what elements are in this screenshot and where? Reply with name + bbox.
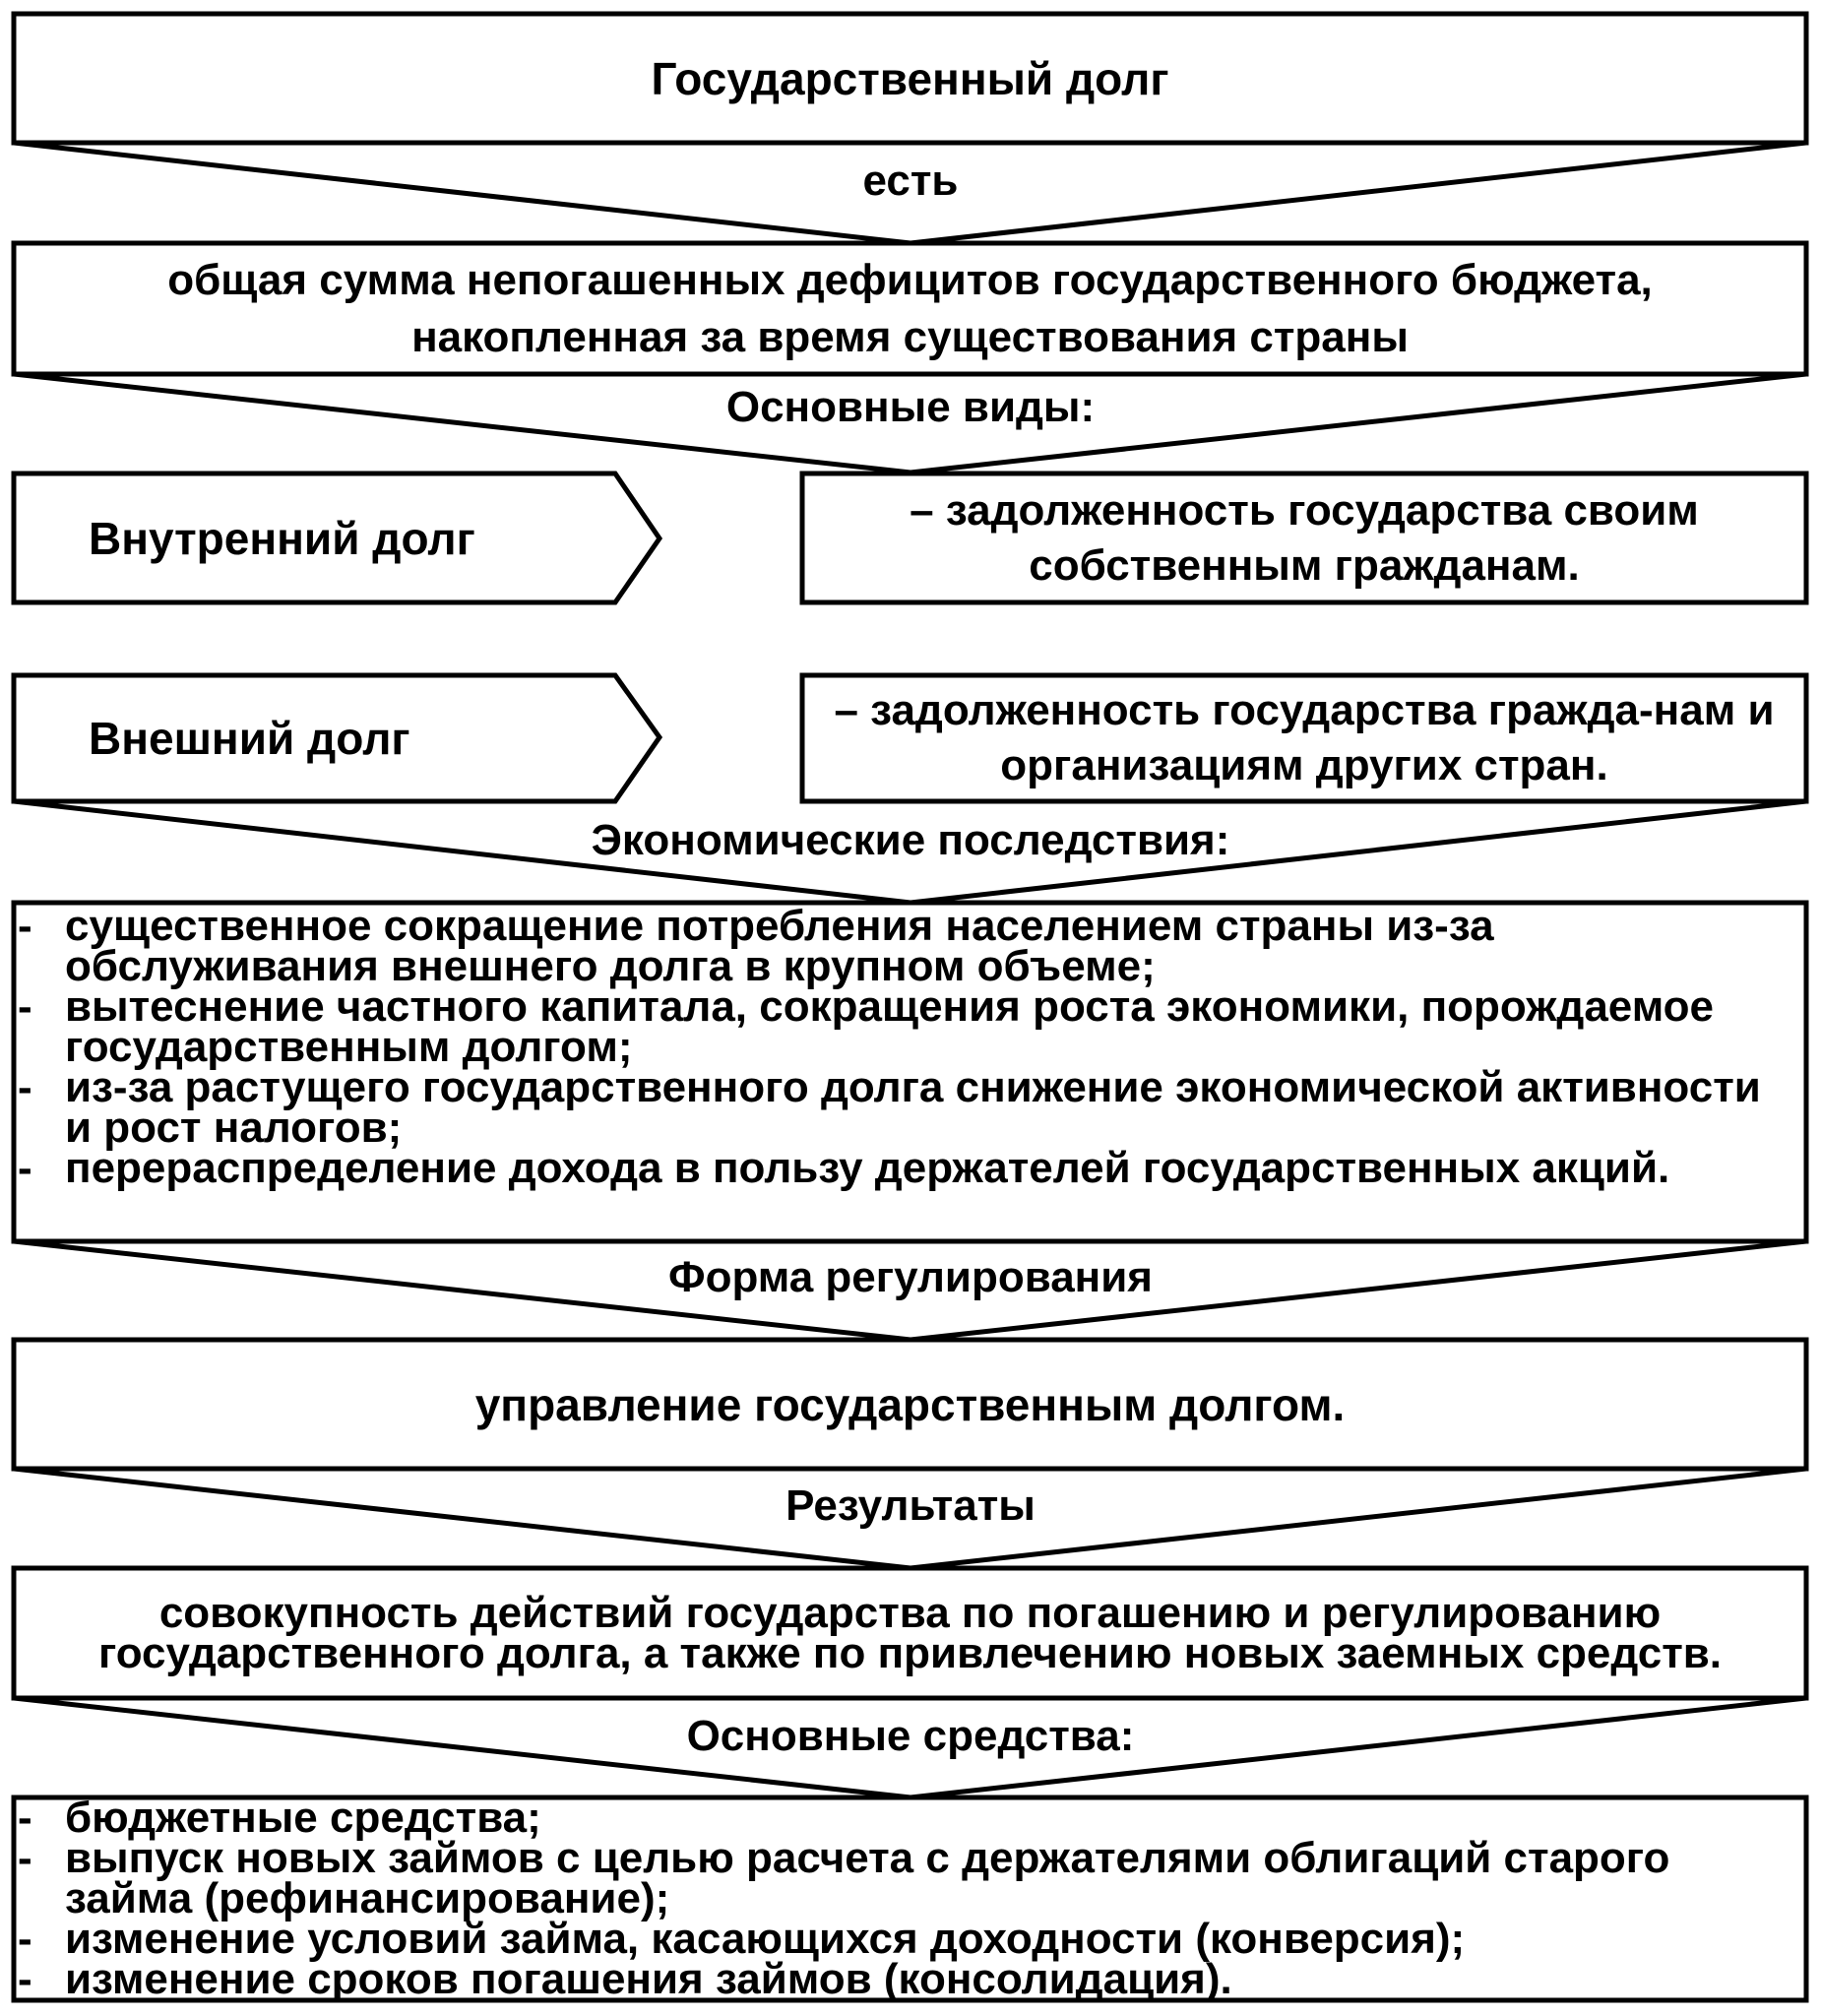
consequence-item: - вытеснение частного капитала, сокращения роста экономики, порождаемое государственным долгом; <box>18 986 1780 1067</box>
definition-text: общая сумма непогашенных дефицитов государственного бюджета, накопленная за время существования страны <box>167 255 1653 361</box>
consequence-item: - перераспределение дохода в пользу держателей государственных акций. <box>18 1148 1780 1188</box>
type-description-external: – задолженность государства гражда-нам и организациям других стран. <box>834 686 1775 789</box>
consequences-list <box>18 902 1780 1192</box>
means-label: Основные средства: <box>686 1712 1135 1760</box>
results-text: совокупность действий государства по погашению и регулированию государственного долга, а также по привлечению новых заемных средств. <box>97 1589 1723 1677</box>
type-name-external: Внешний долг <box>89 713 410 764</box>
consequences-label: Экономические последствия: <box>591 816 1230 864</box>
type-description-internal: – задолженность государства своим собственным гражданам. <box>910 485 1699 590</box>
connector-is: есть <box>862 157 959 205</box>
means-item: - изменение сроков погашения займов (консолидация). <box>18 1959 1780 1999</box>
means-item: - изменение условий займа, касающихся доходности (конверсия); <box>18 1919 1780 1959</box>
diagram-title: Государственный долг <box>651 52 1169 104</box>
consequence-item: - из-за растущего государственного долга снижение экономической активности и рост налогов; <box>18 1067 1780 1148</box>
means-item: - выпуск новых займов с целью расчета с держателями облигаций старого займа (рефинансирование); <box>18 1838 1780 1919</box>
results-label: Результаты <box>785 1481 1036 1530</box>
means-list <box>18 1794 1780 2003</box>
types-label: Основные виды: <box>725 383 1096 431</box>
means-item: - бюджетные средства; <box>18 1797 1780 1838</box>
type-name-internal: Внутренний долг <box>89 512 475 564</box>
regulation-label: Форма регулирования <box>668 1253 1153 1301</box>
consequence-item: - существенное сокращение потребления населением страны из-за обслуживания внешнего долга в крупном объеме; <box>18 906 1780 986</box>
regulation-text: управление государственным долгом. <box>474 1378 1346 1430</box>
